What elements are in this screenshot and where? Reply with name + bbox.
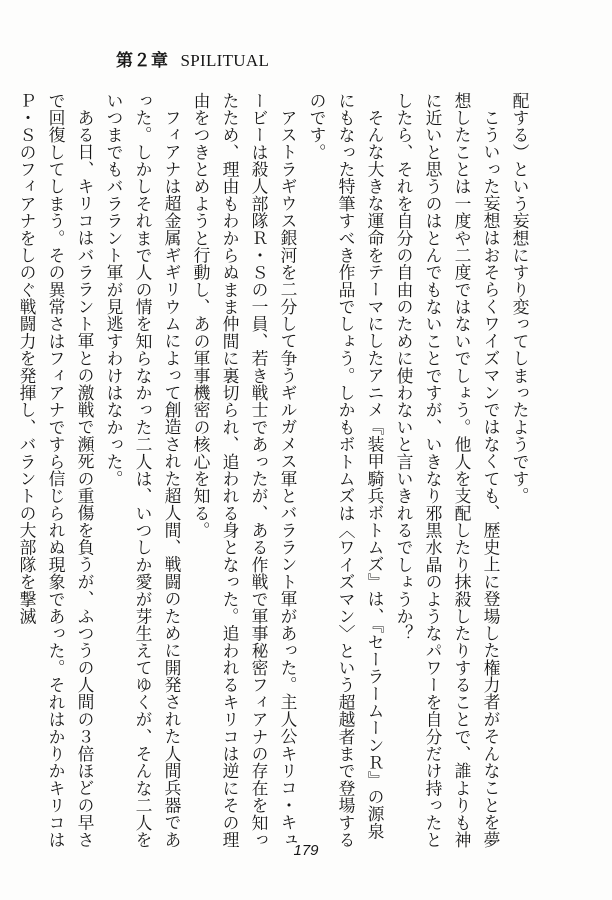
vertical-body-text [17, 92, 534, 852]
paragraph-5: フィアナは超金属ギギリウムによって創造された超人間、戦闘のために開発された人間兵器であった。しかしそれまで人の情を知らなかった二人は、いつしか愛が芽生えてゆくが、そんな二人をいつまでもバララント軍が見逃すわけはなかった。 [104, 92, 182, 849]
chapter-title: SPILITUAL [180, 51, 270, 70]
paragraph-1: 配する）という妄想にすり変ってしまったようです。 [510, 92, 530, 505]
paragraph-4: アストラギウス銀河を二分して争うギルガメス軍とバララント軍があった。主人公キリコ・キュービーは殺人部隊Ｒ・Ｓの一員、若き戦士であったが、ある作戦で軍事秘密フィアナの存在を知ったため、理由もわからぬまま仲間に裏切られ、追われる身となった。追われるキリコは逆にその理由をつきとめようと行動し、あの軍事機密の核心を知る。 [191, 92, 298, 849]
paragraph-3: そんな大きな運命をテーマにしたアニメ『装甲騎兵ボトムズ』は、『セーラームーンＲ』の源泉にもなった特筆すべき作品でしょう。しかもボトムズは〈ワイズマン〉という超越者まで登場するのです。 [307, 92, 385, 849]
chapter-header [116, 46, 269, 71]
page-number: 179 [293, 842, 319, 859]
paragraph-2: こういった妄想はおそらくワイズマンではなくても、歴史上に登場した権力者がそんなことを夢想したことは一度や二度ではないでしょう。他人を支配したり抹殺したりすることで、誰よりも神に近いと思うのはとんでもないことですが、いきなり邪黒水晶のようなパワーを自分だけ持ったとしたら、それを自分の自由のために使わないと言いきれるでしょうか？ [394, 92, 501, 849]
chapter-number: 第２章 [116, 51, 169, 71]
paragraph-6: ある日、キリコはバララント軍との激戦で瀕死の重傷を負うが、ふつうの人間の３倍ほどの早さで回復してしまう。その異常さはフィアナですら信じられぬ現象であった。それはかりかキリコはＰ・Ｓのフィアナをしのぐ戦闘力を発揮し、バラントの大部隊を撃滅 [17, 92, 95, 849]
